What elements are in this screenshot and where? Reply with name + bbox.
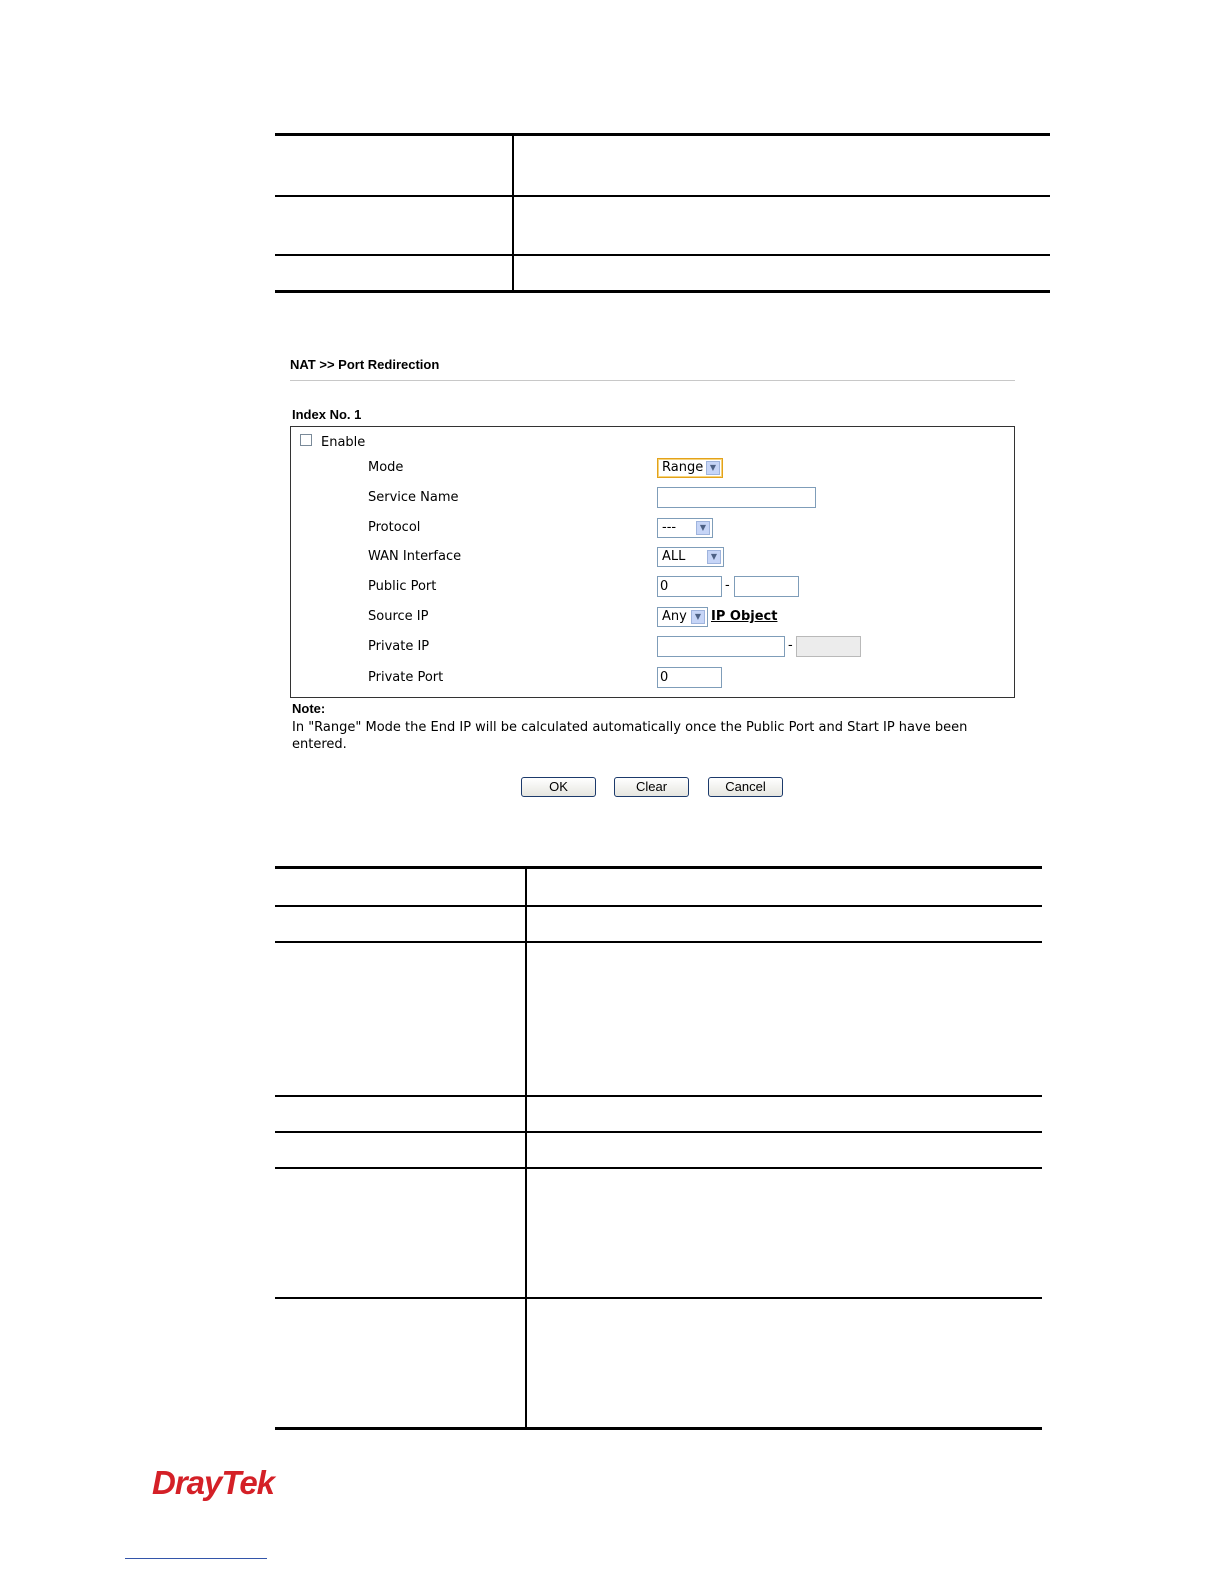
private-port-input[interactable]: 0 <box>657 667 722 688</box>
index-label: Index No. 1 <box>292 407 362 422</box>
note-text: In "Range" Mode the End IP will be calculated automatically once the Public Port and Start IP have been entered. <box>292 720 968 752</box>
public-port-separator: - <box>725 578 730 593</box>
cancel-button[interactable]: Cancel <box>708 777 783 797</box>
wan-interface-value: ALL <box>662 549 686 564</box>
bottom-table-row-line <box>275 1095 1042 1097</box>
private-ip-start-input[interactable] <box>657 636 785 657</box>
enable-label: Enable <box>321 435 366 450</box>
chevron-down-icon: ▼ <box>691 610 705 624</box>
top-table-row-line <box>275 254 1050 256</box>
chevron-down-icon: ▼ <box>706 461 720 475</box>
bottom-table-column-divider <box>525 868 527 1429</box>
private-ip-label: Private IP <box>368 639 430 654</box>
protocol-label: Protocol <box>368 520 421 535</box>
private-ip-end-input <box>796 636 861 657</box>
top-table-border-top <box>275 133 1050 136</box>
service-name-label: Service Name <box>368 490 459 505</box>
private-ip-separator: - <box>788 638 793 653</box>
source-ip-select[interactable] <box>657 607 708 627</box>
checkbox-icon[interactable] <box>300 434 312 446</box>
bottom-table-row-line <box>275 1131 1042 1133</box>
private-port-label: Private Port <box>368 670 444 685</box>
ok-button[interactable]: OK <box>521 777 596 797</box>
bottom-table-row-line <box>275 1167 1042 1169</box>
public-port-label: Public Port <box>368 579 437 594</box>
top-table-column-divider <box>512 135 514 292</box>
title-divider <box>290 380 1015 381</box>
public-port-start-input[interactable]: 0 <box>657 576 722 597</box>
wan-interface-label: WAN Interface <box>368 549 462 564</box>
ip-object-link[interactable]: IP Object <box>711 609 778 624</box>
chevron-down-icon: ▼ <box>707 550 721 564</box>
source-ip-label: Source IP <box>368 609 429 624</box>
bottom-table-row-line <box>275 1297 1042 1299</box>
bottom-table-border-top <box>275 866 1042 869</box>
public-port-end-input[interactable] <box>734 576 799 597</box>
footer-rule <box>125 1558 267 1559</box>
clear-button[interactable]: Clear <box>614 777 689 797</box>
top-table-row-line <box>275 195 1050 197</box>
service-name-input[interactable] <box>657 487 816 508</box>
bottom-table-border-bottom <box>275 1427 1042 1430</box>
page-title: NAT >> Port Redirection <box>290 357 440 372</box>
mode-value: Range <box>662 460 704 475</box>
protocol-select[interactable] <box>657 518 713 538</box>
draytek-logo: DrayTek <box>152 1464 275 1501</box>
note-heading: Note: <box>292 701 326 716</box>
source-ip-value: Any <box>662 609 687 624</box>
bottom-table-row-line <box>275 941 1042 943</box>
bottom-table-row-line <box>275 905 1042 907</box>
chevron-down-icon: ▼ <box>696 521 710 535</box>
mode-select[interactable] <box>657 458 723 478</box>
wan-interface-select[interactable] <box>657 547 724 567</box>
mode-label: Mode <box>368 460 404 475</box>
top-table-border-bottom <box>275 290 1050 293</box>
protocol-value: --- <box>662 520 677 535</box>
